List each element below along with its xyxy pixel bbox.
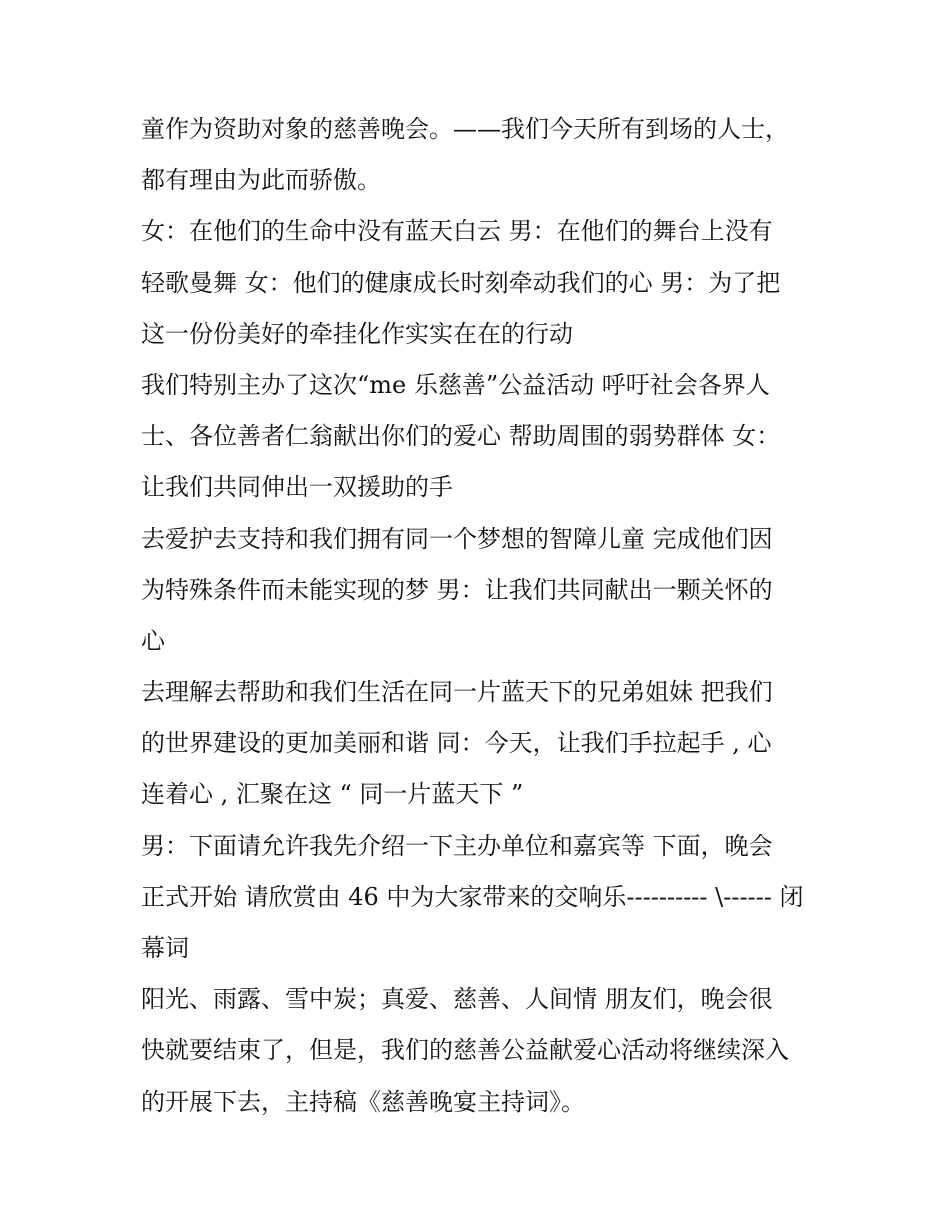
text-line-10: 为特殊条件而未能实现的梦 男：让我们共同献出一颗关怀的 xyxy=(141,575,773,604)
document-body xyxy=(141,104,821,1128)
text-line-19: 快就要结束了，但是，我们的慈善公益献爱心活动将继续深入 xyxy=(141,1036,789,1065)
text-line-17: 幕词 xyxy=(141,934,189,962)
text-line-8: 让我们共同伸出一双援助的手 xyxy=(141,473,453,502)
text-line-20: 的开展下去，主持稿《慈善晚宴主持词》。 xyxy=(141,1087,585,1116)
text-line-18: 阳光、雨露、雪中炭；真爱、慈善、人间情 朋友们，晚会很 xyxy=(141,985,773,1014)
text-line-1: 童作为资助对象的慈善晚会。——我们今天所有到场的人士， xyxy=(141,115,789,143)
text-line-7: 士、各位善者仁翁献出你们的爱心 帮助周围的弱势群体 女： xyxy=(141,422,781,451)
text-line-5: 这一份份美好的牵挂化作实实在在的行动 xyxy=(141,319,573,348)
text-line-6: 我们特别主办了这次“me 乐慈善”公益活动 呼吁社会各界人 xyxy=(141,370,770,399)
text-line-11: 心 xyxy=(141,626,165,655)
text-line-9: 去爱护去支持和我们拥有同一个梦想的智障儿童 完成他们因 xyxy=(141,524,773,553)
text-line-4: 轻歌曼舞 女：他们的健康成长时刻牵动我们的心 男：为了把 xyxy=(141,268,781,297)
text-line-3: 女：在他们的生命中没有蓝天白云 男：在他们的舞台上没有 xyxy=(141,217,773,246)
text-line-13: 的世界建设的更加美丽和谐 同：今天，让我们手拉起手 , 心 xyxy=(141,729,772,758)
text-line-15: 男：下面请允许我先介绍一下主办单位和嘉宾等 下面，晚会 xyxy=(141,831,773,860)
text-line-14: 连着心 , 汇聚在这 “ 同一片蓝天下 ” xyxy=(141,780,524,809)
text-line-12: 去理解去帮助和我们生活在同一片蓝天下的兄弟姐妹 把我们 xyxy=(141,678,773,707)
text-line-2: 都有理由为此而骄傲。 xyxy=(141,166,381,195)
text-line-16: 正式开始 请欣赏由 46 中为大家带来的交响乐---------- \------ 闭 xyxy=(141,882,804,911)
